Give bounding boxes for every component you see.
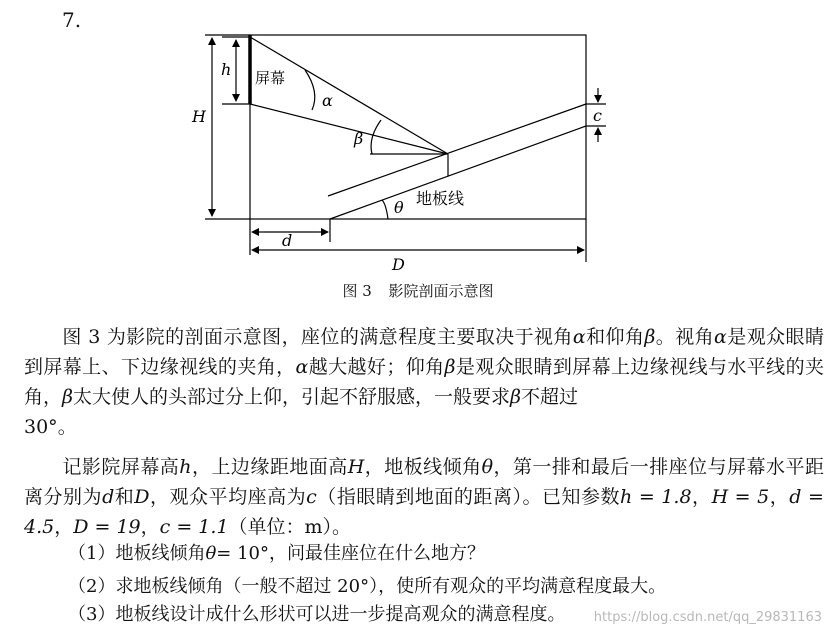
label-D: D [392, 255, 405, 274]
paragraph-1: 图 3 为影院的剖面示意图，座位的满意程度主要取决于视角α和仰角β。视角α是观众眼睛到屏幕上、下边缘视线的夹角，α越大越好；仰角β是观众眼睛到屏幕上边缘视线与水平线的夹角，β太大使人的头部过分上仰，引起不舒服感，一般要求β不超过 30°。 [24, 326, 824, 438]
caption-number: 图 3 [342, 282, 372, 300]
question-item-1: （1）地板线倾角θ= 10°，问最佳座位在什么地方？ [68, 543, 486, 564]
label-screen: 屏幕 [255, 69, 286, 87]
question-item-2: （2）求地板线倾角（一般不超过 20°），使所有观众的平均满意程度最大。 [68, 576, 667, 597]
label-floor: 地板线 [416, 189, 465, 208]
label-d: d [282, 231, 293, 250]
alpha-arc [305, 70, 315, 110]
sight-line-bottom [250, 104, 448, 154]
label-c: c [593, 106, 602, 125]
paragraph-2: 记影院屏幕高h，上边缘距地面高H，地板线倾角θ，第一排和最后一排座位与屏幕水平距离分别为d和D，观众平均座高为c（指眼睛到地面的距离）。已知参数h = 1.8，H = 5，d = 4.5，D = 19，c = 1.1（单位：m）。 [24, 456, 824, 538]
eye-line [328, 104, 586, 196]
caption-text: 影院剖面示意图 [388, 282, 494, 300]
label-theta: θ [394, 198, 404, 217]
question-number: 7. [62, 8, 82, 32]
sight-line-top [250, 37, 448, 154]
cinema-section-diagram [0, 0, 836, 300]
label-alpha: α [322, 91, 333, 110]
watermark: https://blog.csdn.net/qq_29831163 [593, 610, 822, 625]
label-h: h [221, 60, 232, 79]
theta-arc [382, 200, 388, 219]
label-beta: β [354, 129, 364, 148]
label-H: H [192, 107, 206, 126]
figure-caption [0, 280, 836, 301]
question-item-3: （3）地板线设计成什么形状可以进一步提高观众的满意程度。 [68, 604, 566, 625]
